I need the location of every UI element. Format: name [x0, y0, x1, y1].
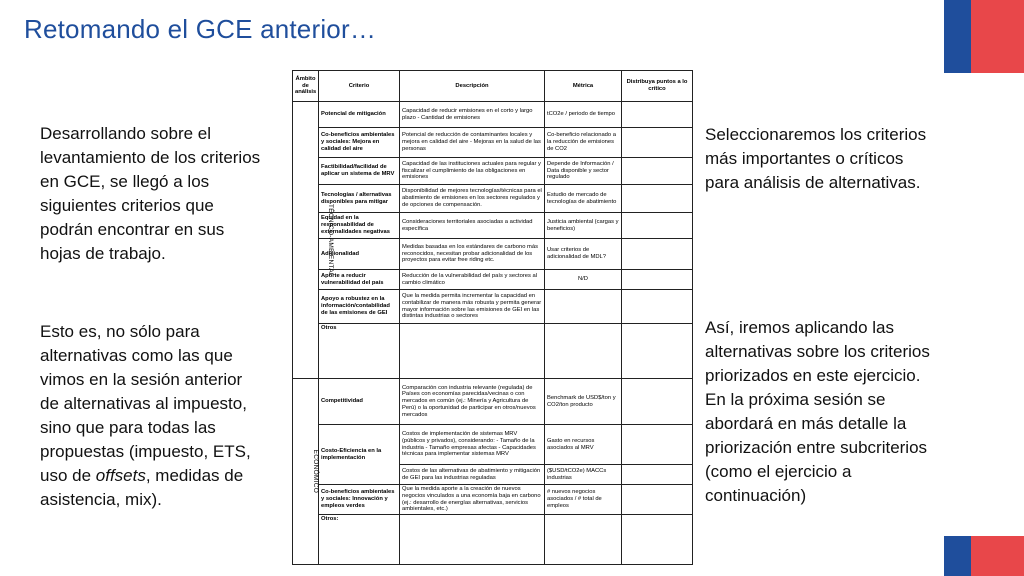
metrica-cell: Usar criterios de adicionalidad de MDL?: [545, 239, 622, 270]
right-paragraph-1: Seleccionaremos los criterios más importantes o críticos para análisis de alternativas.: [705, 125, 927, 192]
descripcion-cell: Capacidad de reducir emisiones en el corto y largo plazo - Cantidad de emisiones: [400, 102, 545, 128]
descripcion-cell: [400, 515, 545, 565]
table-row: [293, 185, 693, 213]
left-paragraph-2: [40, 320, 265, 512]
metrica-cell: Gasto en recursos asociados al MRV: [545, 425, 622, 465]
distribuya-cell[interactable]: [622, 270, 693, 290]
table-row: [293, 128, 693, 158]
flag-decoration-top: [944, 0, 1024, 73]
left-paragraph-2-text: Esto es, no sólo para alternativas como las que vimos en la sesión anterior de alternativas al impuesto, sino que para todas las propuestas (impuesto, ETS, uso de: [40, 322, 251, 485]
offsets-emphasis: offsets: [95, 466, 146, 485]
metrica-cell: N/D: [545, 270, 622, 290]
distribuya-cell[interactable]: [622, 425, 693, 465]
metrica-cell: [545, 290, 622, 324]
section-economico: [293, 379, 319, 565]
flag-decoration-bottom: [944, 536, 1024, 576]
criterio-cell: Costo-Eficiencia en la implementación: [319, 425, 400, 485]
criterio-cell: Aporte a reducir vulnerabilidad del país: [319, 270, 400, 290]
metrica-cell: Benchmark de USD$/ton y CO2/ton producto: [545, 379, 622, 425]
header-distribuya: Distribuya puntos a lo crítico: [622, 71, 693, 102]
distribuya-cell[interactable]: [622, 158, 693, 185]
table-row: [293, 515, 693, 565]
criteria-table: [292, 70, 693, 565]
table-row: [293, 379, 693, 425]
metrica-cell: Depende de Información / Data disponible y sector regulado: [545, 158, 622, 185]
section-label: ECONÓMICO: [312, 449, 320, 494]
descripcion-cell: Disponibilidad de mejores tecnologías/técnicas para el abatimiento de emisiones en los sectores regulados y de opciones de compensación.: [400, 185, 545, 213]
metrica-cell: Estudio de mercado de tecnologías de abatimiento: [545, 185, 622, 213]
descripcion-cell: [400, 324, 545, 379]
flag-blue-bar: [944, 536, 971, 576]
table-row: [293, 290, 693, 324]
criterio-cell: Competitividad: [319, 379, 400, 425]
descripcion-cell: Comparación con industria relevante (regulada) de Países con economías parecidas/vecinas o con mercados en común (ej.: Minería y Agricultura de Perú) o la oportunidad de participar en otros/nuevos mercados: [400, 379, 545, 425]
distribuya-cell[interactable]: [622, 485, 693, 515]
criterio-cell: Equidad en la responsabilidad de externalidades negativas: [319, 213, 400, 239]
table-row: [293, 158, 693, 185]
criterio-cell: Potencial de mitigación: [319, 102, 400, 128]
table-row: [293, 239, 693, 270]
section-label: TÉCNICO-AMBIENTAL: [326, 203, 334, 277]
flag-red-bar: [971, 536, 1024, 576]
table-row: [293, 213, 693, 239]
criterio-cell: Otros: [319, 324, 400, 379]
distribuya-cell[interactable]: [622, 515, 693, 565]
descripcion-cell: Reducción de la vulnerabilidad del país y sectores al cambio climático: [400, 270, 545, 290]
descripcion-cell: Costos de las alternativas de abatimiento y mitigación de GEI para las industrias reguladas: [400, 465, 545, 485]
metrica-cell: # nuevos negocios asociados / # total de empleos: [545, 485, 622, 515]
table-row: [293, 485, 693, 515]
distribuya-cell[interactable]: [622, 465, 693, 485]
descripcion-cell: Potencial de reducción de contaminantes locales y mejora en calidad del aire - Mejoras en la salud de las personas: [400, 128, 545, 158]
distribuya-cell[interactable]: [622, 239, 693, 270]
table-row: [293, 102, 693, 128]
metrica-cell: Justicia ambiental (cargas y beneficios): [545, 213, 622, 239]
flag-red-bar: [971, 0, 1024, 73]
header-metrica: Métrica: [545, 71, 622, 102]
table-row: [293, 270, 693, 290]
criterio-cell: Otros:: [319, 515, 400, 565]
criterio-cell: Co-beneficios ambientales y sociales: Mejora en calidad del aire: [319, 128, 400, 158]
left-paragraph-2-end: , medidas de asistencia, mix).: [40, 466, 244, 509]
descripcion-cell: Que la medida aporte a la creación de nuevos negocios vinculados a una economía baja en carbono (ej.: desarrollo de energías alternativas, servicios ambientales, etc.): [400, 485, 545, 515]
distribuya-cell[interactable]: [622, 128, 693, 158]
descripcion-cell: Costos de implementación de sistemas MRV (públicos y privados), considerando: - Tamaño de la industria - Tamaño empresas afectas - Capacidades técnicas para implementar sistemas MRV: [400, 425, 545, 465]
flag-blue-bar: [944, 0, 971, 73]
table-row: [293, 425, 693, 465]
criterio-cell: Factibilidad/facilidad de aplicar un sistema de MRV: [319, 158, 400, 185]
left-paragraph-1: Desarrollando sobre el levantamiento de los criterios en GCE, se llegó a los siguientes criterios que podrán encontrar en sus hojas de trabajo.: [40, 124, 261, 263]
criterio-cell: Co-beneficios ambientales y sociales: Innovación y empleos verdes: [319, 485, 400, 515]
metrica-cell: ($USD/tCO2e) MACCs industrias: [545, 465, 622, 485]
slide-title: Retomando el GCE anterior…: [24, 14, 377, 44]
distribuya-cell[interactable]: [622, 213, 693, 239]
distribuya-cell[interactable]: [622, 324, 693, 379]
metrica-cell: Co-beneficio relacionado a la reducción de emisiones de CO2: [545, 128, 622, 158]
criterio-cell: Apoyo a robustez en la información/contabilidad de las emisiones de GEI: [319, 290, 400, 324]
table-header-row: [293, 71, 693, 102]
header-criterio: Criterio: [319, 71, 400, 102]
metrica-cell: [545, 515, 622, 565]
header-descripcion: Descripción: [400, 71, 545, 102]
metrica-cell: tCO2e / periodo de tiempo: [545, 102, 622, 128]
descripcion-cell: Que la medida permita incrementar la capacidad en contabilizar de manera más robusta y permita generar mayor información sobre las emisiones de GEI en las distintas industrias o sectores: [400, 290, 545, 324]
metrica-cell: [545, 324, 622, 379]
descripcion-cell: Capacidad de las instituciones actuales para regular y fiscalizar el cumplimiento de las obligaciones en emisiones: [400, 158, 545, 185]
criterio-cell: Tecnologías / alternativas disponibles para mitigar: [319, 185, 400, 213]
criterio-cell: Adicionalidad: [319, 239, 400, 270]
criteria-table-container: [292, 70, 688, 576]
header-ambito: Ámbito de análisis: [293, 71, 319, 102]
distribuya-cell[interactable]: [622, 185, 693, 213]
distribuya-cell[interactable]: [622, 290, 693, 324]
table-row: [293, 324, 693, 379]
distribuya-cell[interactable]: [622, 102, 693, 128]
distribuya-cell[interactable]: [622, 379, 693, 425]
descripcion-cell: Consideraciones territoriales asociadas a actividad específica: [400, 213, 545, 239]
right-paragraph-2: Así, iremos aplicando las alternativas sobre los criterios priorizados en este ejercicio. En la próxima sesión se abordará en más detalle la priorización entre subcriterios (como el ejercicio a continuación): [705, 318, 930, 505]
descripcion-cell: Medidas basadas en los estándares de carbono más reconocidos, necesitan probar adicionalidad de los proyectos para evitar free riding etc.: [400, 239, 545, 270]
